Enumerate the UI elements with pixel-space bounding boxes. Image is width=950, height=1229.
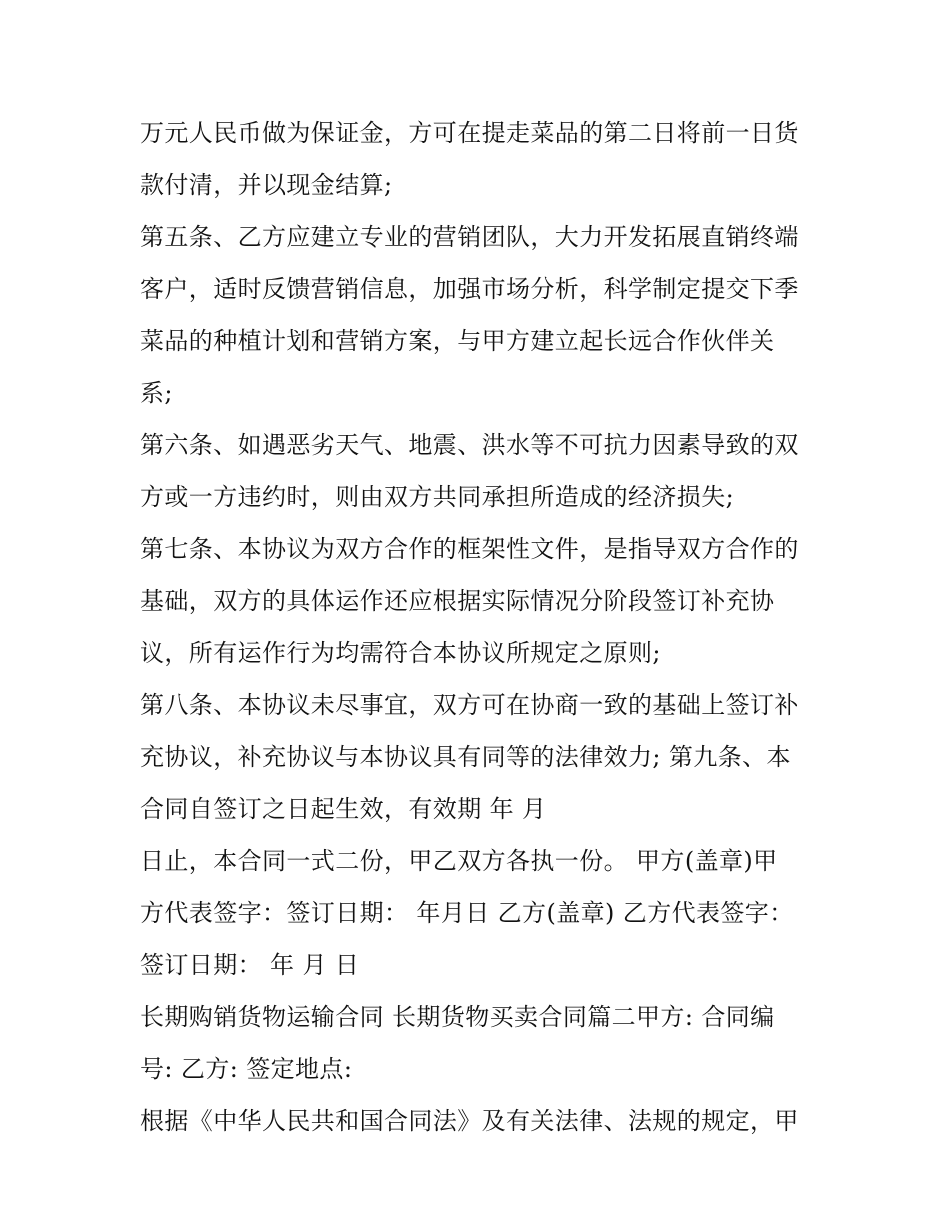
document-body: [140, 107, 830, 1147]
text-line: 第八条、本协议未尽事宜，双方可在协商一致的基础上签订补: [140, 691, 799, 719]
text-line: 基础，双方的具体运作还应根据实际情况分阶段签订补充协: [140, 587, 775, 615]
text-line: 号: 乙方: 签定地点:: [140, 1055, 353, 1083]
text-line: 第七条、本协议为双方合作的框架性文件，是指导双方合作的: [140, 535, 799, 563]
text-line: 方代表签字：签订日期： 年月日 乙方(盖章) 乙方代表签字：: [140, 899, 794, 927]
text-line: 第五条、乙方应建立专业的营销团队，大力开发拓展直销终端: [140, 223, 799, 251]
text-line: 议，所有运作行为均需符合本协议所规定之原则;: [140, 639, 661, 667]
text-line: 客户，适时反馈营销信息，加强市场分析，科学制定提交下季: [140, 275, 799, 303]
text-line: 日止，本合同一式二份，甲乙双方各执一份。 甲方(盖章)甲: [140, 847, 778, 875]
text-line: 合同自签订之日起生效，有效期 年 月: [140, 795, 547, 823]
text-line: 长期购销货物运输合同 长期货物买卖合同篇二甲方: 合同编: [140, 1003, 775, 1031]
text-line: 充协议，补充协议与本协议具有同等的法律效力; 第九条、本: [140, 743, 791, 771]
text-line: 菜品的种植计划和营销方案，与甲方建立起长远合作伙伴关: [140, 327, 775, 355]
text-line: 方或一方违约时，则由双方共同承担所造成的经济损失;: [140, 483, 735, 511]
text-line: 万元人民币做为保证金，方可在提走菜品的第二日将前一日货: [140, 119, 799, 147]
text-line: 签订日期： 年 月 日: [140, 951, 360, 979]
text-line: 系;: [140, 379, 173, 407]
text-line: 根据《中华人民共和国合同法》及有关法律、法规的规定，甲: [140, 1107, 799, 1135]
text-line: 款付清，并以现金结算;: [140, 171, 393, 199]
text-line: 第六条、如遇恶劣天气、地震、洪水等不可抗力因素导致的双: [140, 431, 799, 459]
